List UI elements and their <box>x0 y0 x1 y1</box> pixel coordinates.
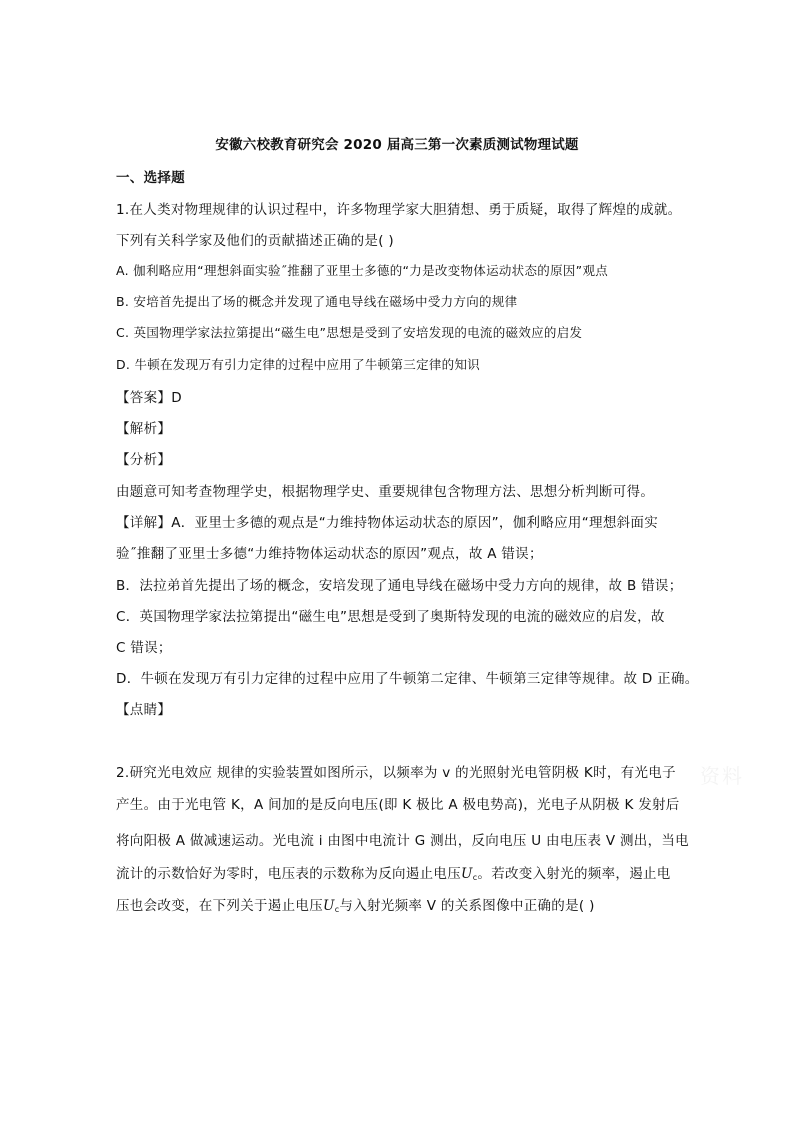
uc-subscript-2: c <box>334 905 340 914</box>
q1-option-b: B. 安培首先提出了场的概念并发现了通电导线在磁场中受力方向的规律 <box>116 294 518 309</box>
uc-variable-2: U <box>323 898 335 914</box>
section-heading: 一、选择题 <box>116 170 185 186</box>
q1-option-c: C. 英国物理学家法拉第提出“磁生电”思想是受到了安培发现的电流的磁效应的启发 <box>116 325 583 340</box>
q1-answer: 【答案】D <box>116 390 182 406</box>
q2-line5-text-b: 与入射光频率 V 的关系图像中正确的是( ) <box>339 898 595 914</box>
q1-detail-line4: C．英国物理学家法拉第提出“磁生电”思想是受到了奥斯特发现的电流的磁效应的启发，故 <box>116 609 665 625</box>
watermark: 资料 <box>700 764 744 788</box>
q2-line3: 将向阳极 A 做减速运动。光电流 i 由图中电流计 G 测出，反向电压 U 由电压表 V 测出，当电 <box>116 833 689 849</box>
q1-option-d: D. 牛顿在发现万有引力定律的过程中应用了牛顿第三定律的知识 <box>116 357 481 372</box>
q2-line5 <box>116 894 595 914</box>
q2-line4-text-a: 流计的示数恰好为零时，电压表的示数称为反向遏止电压 <box>116 866 461 882</box>
q1-stem-line1: 1.在人类对物理规律的认识过程中，许多物理学家大胆猜想、勇于质疑，取得了辉煌的成就。 <box>116 202 682 218</box>
q1-detail-line5: C 错误； <box>116 640 172 656</box>
q1-analysis: 由题意可知考查物理学史，根据物理学史、重要规律包含物理方法、思想分析判断可得。 <box>116 484 655 500</box>
q2-line5-text-a: 压也会改变，在下列关于遏止电压 <box>116 898 323 914</box>
q1-stem-line2: 下列有关科学家及他们的贡献描述正确的是( ) <box>116 233 394 249</box>
q2-line4 <box>116 862 671 882</box>
q1-detail-line2: 验˝推翻了亚里士多德“力维持物体运动状态的原因”观点，故 A 错误； <box>116 546 543 562</box>
q1-detail-line1: 【详解】A．亚里士多德的观点是“力维持物体运动状态的原因”，伽利略应用“理想斜面实 <box>116 515 659 531</box>
uc-variable: U <box>461 866 473 882</box>
uc-subscript: c <box>472 873 478 882</box>
q1-jiexi-heading: 【解析】 <box>116 421 172 437</box>
q1-dianjing-heading: 【点睛】 <box>116 702 172 718</box>
page-title: 安徽六校教育研究会 2020 届高三第一次素质测试物理试题 <box>215 137 579 153</box>
q2-line4-text-b: 。若改变入射光的频率，遏止电 <box>477 866 671 882</box>
q1-detail-line6: D．牛顿在发现万有引力定律的过程中应用了牛顿第二定律、牛顿第三定律等规律。故 D 正确。 <box>116 671 699 687</box>
q1-detail-line3: B．法拉弟首先提出了场的概念，安培发现了通电导线在磁场中受力方向的规律，故 B 错误； <box>116 578 683 594</box>
q1-fenxi-heading: 【分析】 <box>116 452 172 468</box>
q2-line2: 产生。由于光电管 K，A 间加的是反向电压(即 K 极比 A 极电势高)，光电子从阴极 K 发射后 <box>116 797 680 813</box>
q1-option-a: A. 伽利略应用“理想斜面实验˝推翻了亚里士多德的“力是改变物体运动状态的原因”观点 <box>116 263 609 278</box>
q2-line1: 2.研究光电效应 规律的实验装置如图所示，以频率为 v 的光照射光电管阴极 K时，有光电子 <box>116 765 676 781</box>
